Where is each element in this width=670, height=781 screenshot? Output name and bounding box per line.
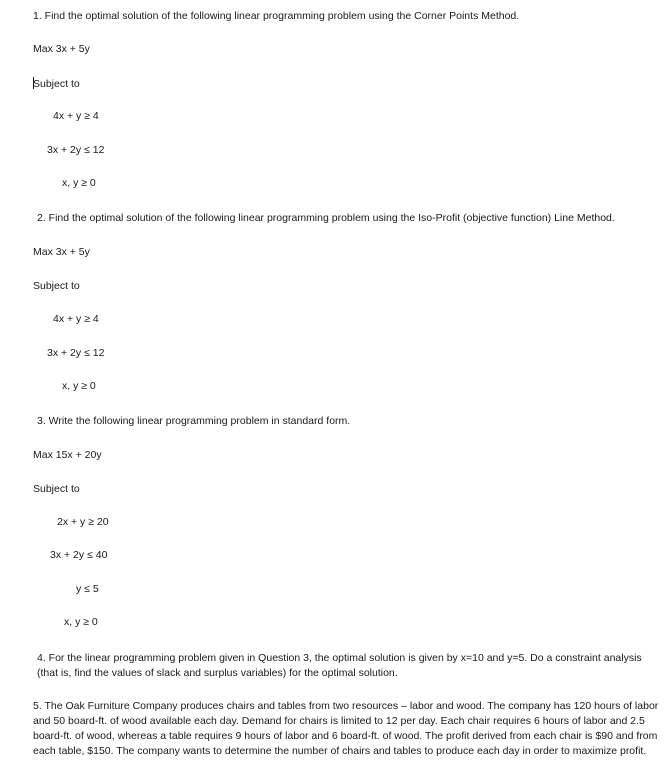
q1-title: 1. Find the optimal solution of the following linear programming problem using the Corner Points Method. bbox=[33, 10, 520, 22]
q3-constraint-4: x, y ≥ 0 bbox=[64, 616, 98, 628]
q3-title: 3. Write the following linear programming problem in standard form. bbox=[37, 415, 351, 427]
q3-constraint-3: y ≤ 5 bbox=[76, 583, 99, 595]
q1-constraint-2: 3x + 2y ≤ 12 bbox=[47, 144, 105, 156]
q3-constraint-2: 3x + 2y ≤ 40 bbox=[50, 549, 108, 561]
q1-constraint-1: 4x + y ≥ 4 bbox=[53, 110, 99, 122]
q2-constraint-1: 4x + y ≥ 4 bbox=[53, 313, 99, 325]
q1-subject-to bbox=[33, 77, 80, 91]
q3-subject-to: Subject to bbox=[33, 483, 80, 495]
q1-constraint-3: x, y ≥ 0 bbox=[62, 177, 96, 189]
q4-paragraph: 4. For the linear programming problem given in Question 3, the optimal solution is given by x=10 and y=5. Do a constraint analysis (that is, find the values of slack and surplus variables) for the optimal solution. bbox=[37, 652, 642, 679]
q2-constraint-2: 3x + 2y ≤ 12 bbox=[47, 347, 105, 359]
q2-constraint-3: x, y ≥ 0 bbox=[62, 380, 96, 392]
q2-subject-to: Subject to bbox=[33, 280, 80, 292]
q3-objective: Max 15x + 20y bbox=[33, 449, 102, 461]
q2-objective: Max 3x + 5y bbox=[33, 246, 90, 258]
q2-title: 2. Find the optimal solution of the following linear programming problem using the Iso-Profit (objective function) Line Method. bbox=[37, 212, 615, 224]
q5-paragraph: 5. The Oak Furniture Company produces chairs and tables from two resources – labor and wood. The company has 120 hours of labor and 50 board-ft. of wood available each day. Demand for chairs is limited to 12 per day. Each chair requires 6 hours of labor and 2.5 board-ft. of wood, whereas a table requires 9 hours of labor and 6 board-ft. of wood. The profit derived from each chair is $90 and from each table, $150. The company wants to determine the number of chairs and tables to produce each day in order to maximize profit. bbox=[33, 700, 659, 757]
q1-objective: Max 3x + 5y bbox=[33, 43, 90, 55]
q3-constraint-1: 2x + y ≥ 20 bbox=[57, 516, 109, 528]
q1-subject-to-label: Subject to bbox=[33, 78, 80, 90]
